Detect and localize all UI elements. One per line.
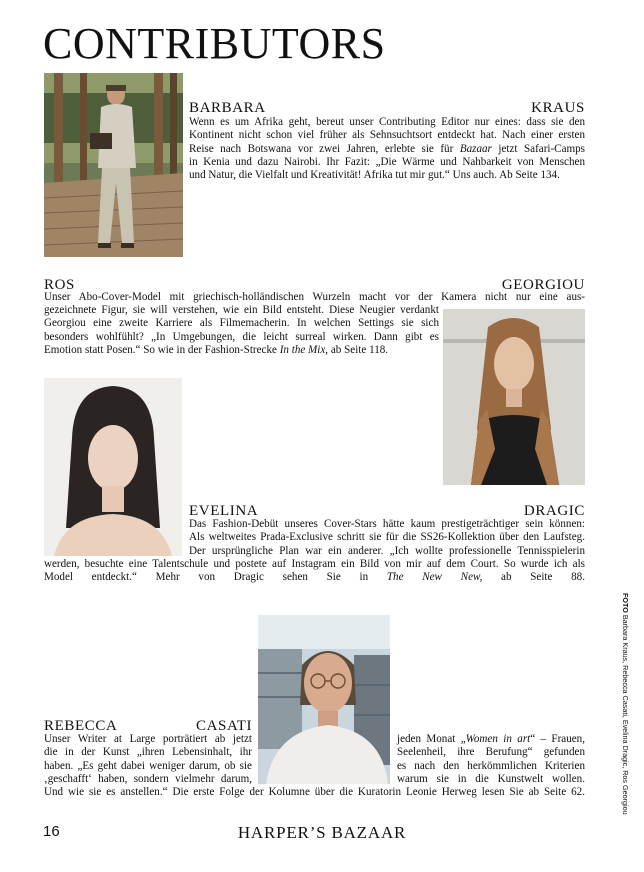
contributor-last-name: KRAUS [531,100,585,116]
contributor-first-name: ROS [44,277,75,293]
page-number: 16 [43,823,60,840]
contributor-first-name: REBECCA [44,718,118,734]
magazine-name: HARPER’S BAZAAR [237,823,407,842]
barbara-kraus-photo [44,73,183,257]
contributor-first-name: BARBARA [189,100,266,116]
contributor-bio: Unser Abo-Cover-Model mit griechisch-holländischen Wurzeln macht vor der Kamera nicht nur eine aus- [44,291,585,303]
ros-georgiou-photo [443,309,585,485]
rebecca-casati-photo [258,615,390,784]
contributor-bio: gezeichnete Figur, sie will verstehen, wie ein Bild entsteht. Diese Neugier verdankt Georgiou eine zweite Karriere als Filmemacherin. In welchen Settings sie sich besonders wohlfühlt? „In Umgebungen, die leicht surreal wirken. Dann gibt es Emotion statt Posen.“ So wie in der Fashion-Strecke In the Mix, ab Seite 118. [44,304,439,356]
contributor-last-name: GEORGIOU [501,277,585,293]
contributor-last-name: CASATI [196,718,253,734]
contributor-bio: Das Fashion-Debüt unseres Cover-Stars hätte kaum prestigeträchtiger sein können: Als weltweites Prada-Exclusive schritt sie für die SS26-Kollektion über den Laufsteg. Der ursprüngliche Plan war ein anderer. „Ich wollte professionelle Tennisspielerin [189,518,585,557]
contributor-first-name: EVELINA [189,503,259,519]
contributor-bio: werden, besuchte eine Talentschule und postete auf Instagram ein Bild von mir auf dem Court. So wurde ich als Model entdeckt.“ Mehr von Dragic sehen Sie in The New New, ab Seite 88. [44,558,586,584]
evelina-dragic-photo [44,378,182,556]
photo-credit: FOTO Barbara Kraus, Rebecca Casati, Evelina Dragic, Ros Georgiou [621,593,630,815]
contributor-bio: Und wie sie es anstellen.“ Die erste Folge der Kolumne über die Kuratorin Leonie Herweg lesen Sie ab Seite 62. [44,786,585,798]
contributor-bio: jeden Monat „Women in art“ – Frauen, Seelenheil, ihre Berufung“ gefunden es nach den herkömmlichen Kriterien warum sie in die Kunstwelt wollen. [397,733,585,785]
contributor-bio: Wenn es um Afrika geht, bereut unser Contributing Editor nur eines: dass sie den Kontinent nicht schon viel früher als Sehnsuchtsort entdeckt hat. Nach einer ersten Reise nach Botswana vor zwei Jahren, erlebte sie für Bazaar jetzt Safari-Camps in Kenia und dazu Nairobi. Ihr Fazit: „Die Wärme und Nahbarkeit von Menschen und Natur, die Vielfalt und Kreativität! Afrika tut mir gut.“ Uns auch. Ab Seite 134. [189,116,585,182]
contributor-last-name: DRAGIC [523,503,585,519]
contributor-bio: Unser Writer at Large porträtiert ab jetzt die in der Kunst „ihren Lebensinhalt, ihr haben. „Es geht dabei weniger darum, ob sie ‚geschafft‘ haben, sondern vielmehr darum, [44,733,252,785]
page-title: CONTRIBUTORS [43,19,386,68]
